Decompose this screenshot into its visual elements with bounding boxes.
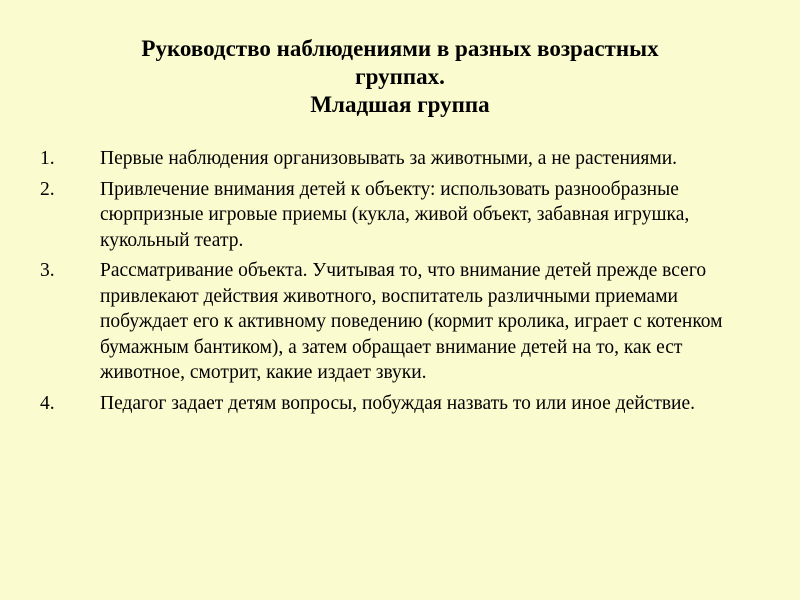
numbered-list <box>40 146 760 421</box>
list-item-number: 1. <box>40 148 55 169</box>
list-item-text: Привлечение внимания детей к объекту: использовать разнообразные сюрпризные игровые приемы (кукла, живой объект, забавная игрушка, кукольный театр. <box>100 178 690 251</box>
slide-title <box>60 35 740 119</box>
list-item-number: 3. <box>40 260 55 281</box>
title-line: Руководство наблюдениями в разных возрастных <box>141 36 659 61</box>
list-item-number: 2. <box>40 178 55 200</box>
list-item-number: 4. <box>40 392 55 414</box>
list-item-text: Первые наблюдения организовывать за животными, а не растениями. <box>100 148 678 169</box>
title-line: группах. <box>355 64 445 89</box>
list-item-text: Педагог задает детям вопросы, побуждая назвать то или иное действие. <box>100 392 696 414</box>
subtitle-line: Младшая группа <box>310 92 490 117</box>
list-item <box>40 391 760 417</box>
list-item <box>40 258 760 386</box>
list-item <box>40 177 760 254</box>
list-item <box>40 146 760 172</box>
list-item-text: Рассматривание объекта. Учитывая то, что внимание детей прежде всего привлекают действия животного, воспитатель различными приемами побуждает его к активному поведению (кормит кролика, играет с котенком бумажным бантиком), а затем обращает внимание детей на то, как ест животное, смотрит, какие издает звуки. <box>100 260 723 383</box>
